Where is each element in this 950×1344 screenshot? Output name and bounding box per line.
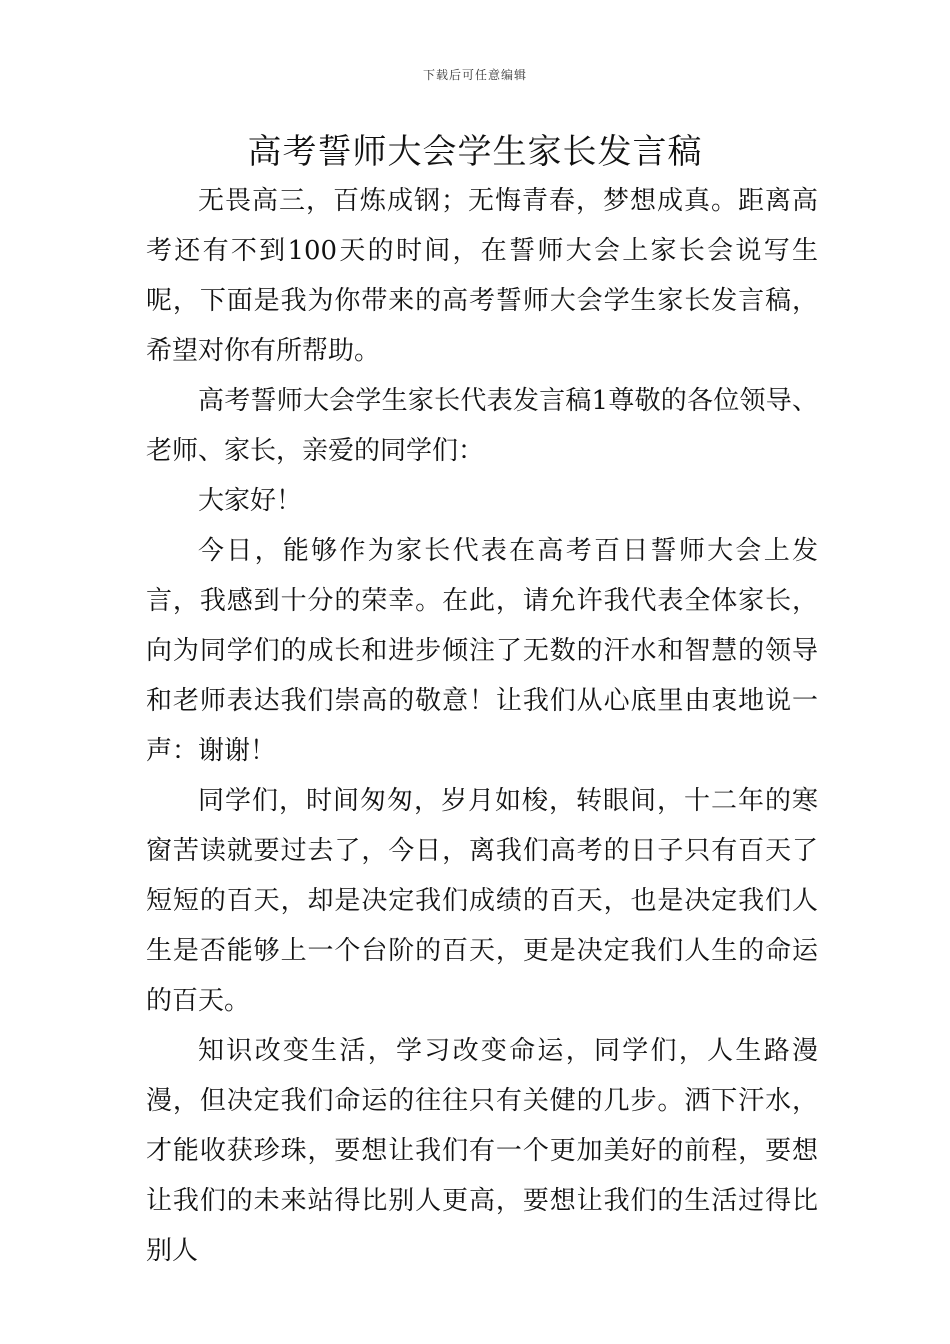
paragraph-intro: 无畏高三，百炼成钢；无悔青春，梦想成真。距离高考还有不到100天的时间，在誓师大会上家长会说写生呢，下面是我为你带来的高考誓师大会学生家长发言稿，希望对你有所帮助。 [146,186,818,366]
document-body [146,176,818,1276]
paragraph-thanks: 今日，能够作为家长代表在高考百日誓师大会上发言，我感到十分的荣幸。在此，请允许我代表全体家长，向为同学们的成长和进步倾注了无数的汗水和智慧的领导和老师表达我们崇高的敬意！让我们从心底里由衷地说一声：谢谢！ [146,536,818,766]
header-note: 下载后可任意编辑 [422,68,527,82]
paragraph-salutation: 高考誓师大会学生家长代表发言稿1尊敬的各位领导、老师、家长，亲爱的同学们： [146,386,818,466]
paragraph-hundred-days: 同学们，时间匆匆，岁月如梭，转眼间，十二年的寒窗苦读就要过去了，今日，离我们高考的日子只有百天了短短的百天，却是决定我们成绩的百天，也是决定我们人生是否能够上一个台阶的百天，更是决定我们人生的命运的百天。 [146,786,818,1016]
paragraph-knowledge: 知识改变生活，学习改变命运，同学们，人生路漫漫，但决定我们命运的往往只有关健的几步。洒下汗水，才能收获珍珠，要想让我们有一个更加美好的前程，要想让我们的未来站得比别人更高，要想让我们的生活过得比别人 [146,1036,818,1266]
paragraph-greeting: 大家好！ [198,486,303,516]
document-title: 高考誓师大会学生家长发言稿 [247,132,703,172]
